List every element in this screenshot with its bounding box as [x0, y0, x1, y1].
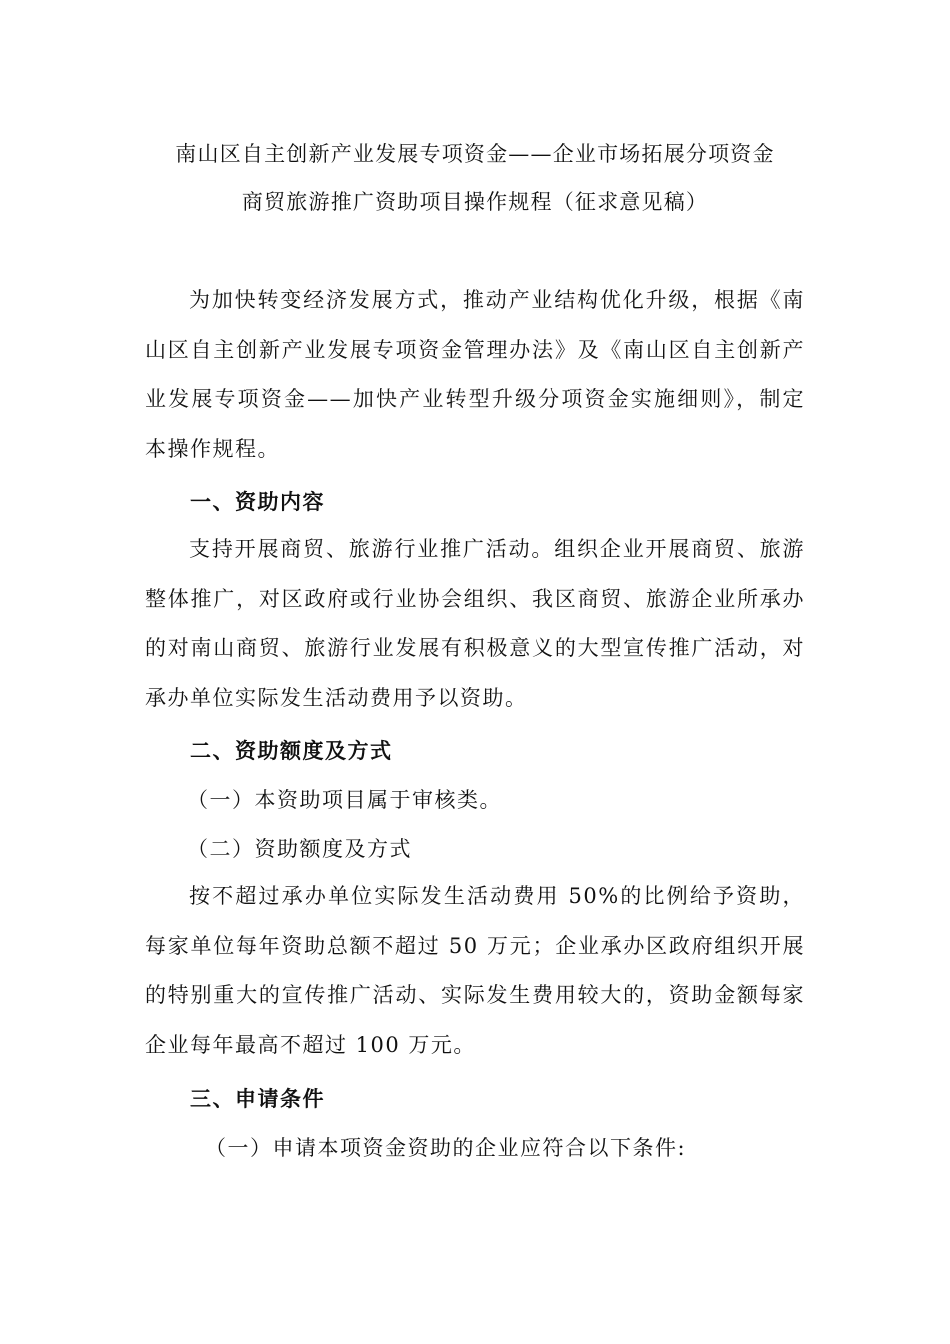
intro-paragraph: 为加快转变经济发展方式，推动产业结构优化升级，根据《南山区自主创新产业发展专项资金管理办法》及《南山区自主创新产业发展专项资金——加快产业转型升级分项资金实施细则》，制定本操作规程。	[145, 288, 805, 461]
section3-item1: （一）申请本项资金资助的企业应符合以下条件:	[205, 1136, 687, 1160]
section1-body: 支持开展商贸、旅游行业推广活动。组织企业开展商贸、旅游整体推广，对区政府或行业协会组织、我区商贸、旅游企业所承办的对南山商贸、旅游行业发展有积极意义的大型宣传推广活动，对承办单位实际发生活动费用予以资助。	[145, 537, 805, 710]
section2-body: 按不超过承办单位实际发生活动费用 50%的比例给予资助，每家单位每年资助总额不超过 50 万元；企业承办区政府组织开展的特别重大的宣传推广活动、实际发生费用较大的，资助金额每家企业每年最高不超过 100 万元。	[145, 884, 805, 1057]
section1-heading: 一、资助内容	[190, 489, 325, 514]
section2-heading: 二、资助额度及方式	[190, 738, 393, 763]
section3-heading: 三、申请条件	[190, 1086, 325, 1111]
section2-item2: （二）资助额度及方式	[187, 837, 412, 861]
section2-item1: （一）本资助项目属于审核类。	[187, 788, 502, 812]
document-title-line2: 商贸旅游推广资助项目操作规程（征求意见稿）	[241, 190, 709, 214]
document-title-line1: 南山区自主创新产业发展专项资金——企业市场拓展分项资金	[175, 142, 775, 166]
